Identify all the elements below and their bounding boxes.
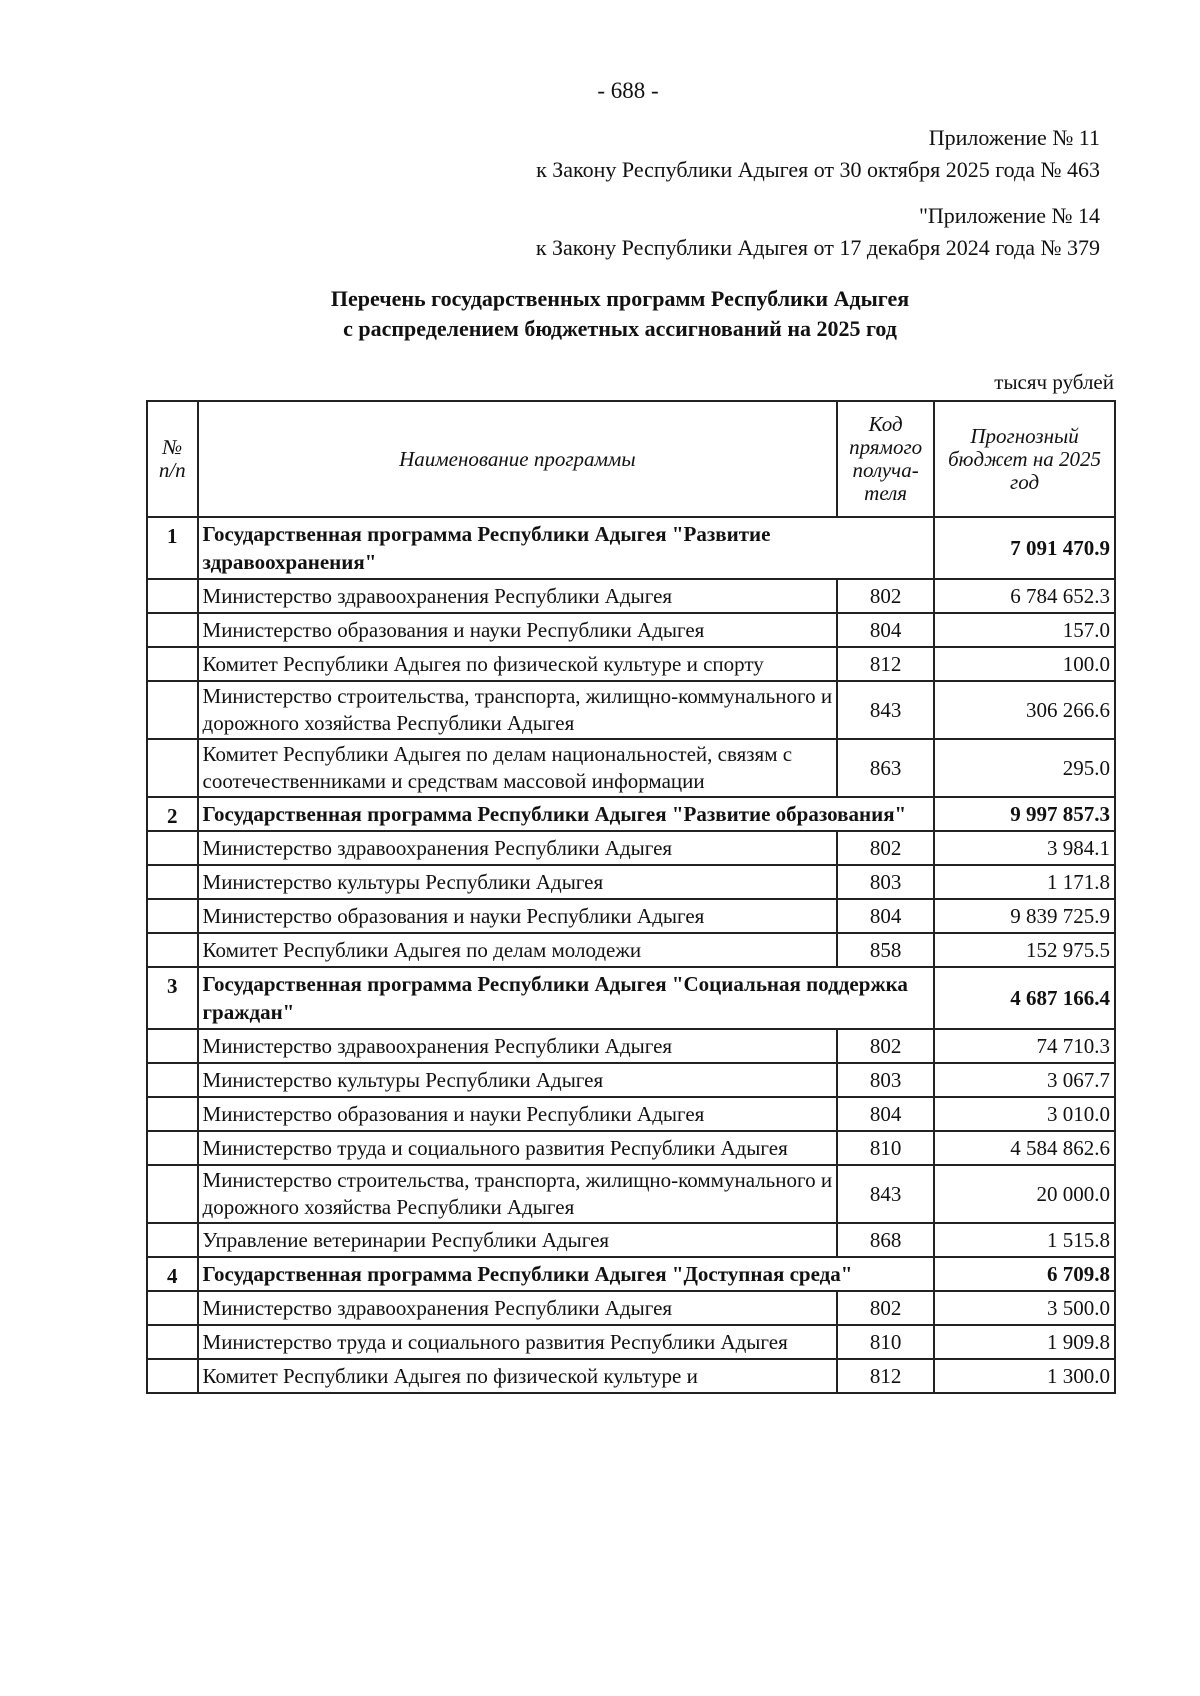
program-name: Государственная программа Республики Адыгея "Развитие здравоохранения" xyxy=(198,517,935,579)
appendix-original-number: "Приложение № 14 xyxy=(918,203,1100,228)
recipient-row xyxy=(147,1359,1115,1393)
recipient-row xyxy=(147,1097,1115,1131)
recipient-amount: 295.0 xyxy=(934,739,1115,797)
recipient-row xyxy=(147,613,1115,647)
recipient-row xyxy=(147,579,1115,613)
header-budget: Прогнозный бюджет на 2025 год xyxy=(934,401,1115,517)
recipient-number-cell xyxy=(147,681,198,739)
recipient-number-cell xyxy=(147,1359,198,1393)
recipient-row xyxy=(147,1291,1115,1325)
recipient-row xyxy=(147,1063,1115,1097)
recipient-name: Министерство здравоохранения Республики Адыгея xyxy=(198,831,838,865)
recipient-row xyxy=(147,1029,1115,1063)
recipient-amount: 306 266.6 xyxy=(934,681,1115,739)
program-name: Государственная программа Республики Адыгея "Развитие образования" xyxy=(198,797,935,831)
recipient-row xyxy=(147,933,1115,967)
recipient-number-cell xyxy=(147,933,198,967)
recipient-number-cell xyxy=(147,579,198,613)
recipient-code: 858 xyxy=(837,933,934,967)
recipient-number-cell xyxy=(147,1029,198,1063)
recipient-number-cell xyxy=(147,1223,198,1257)
recipient-amount: 1 300.0 xyxy=(934,1359,1115,1393)
recipient-code: 802 xyxy=(837,1029,934,1063)
recipient-name: Управление ветеринарии Республики Адыгея xyxy=(198,1223,838,1257)
table-body xyxy=(147,517,1115,1393)
recipient-amount: 3 010.0 xyxy=(934,1097,1115,1131)
recipient-code: 812 xyxy=(837,647,934,681)
recipient-code: 803 xyxy=(837,1063,934,1097)
recipient-number-cell xyxy=(147,1097,198,1131)
recipient-amount: 100.0 xyxy=(934,647,1115,681)
recipient-row xyxy=(147,831,1115,865)
recipient-name: Министерство образования и науки Республики Адыгея xyxy=(198,1097,838,1131)
recipient-row xyxy=(147,865,1115,899)
document-title-line-2: с распределением бюджетных ассигнований на 2025 год xyxy=(343,316,897,341)
program-row xyxy=(147,797,1115,831)
recipient-code: 804 xyxy=(837,899,934,933)
recipient-number-cell xyxy=(147,831,198,865)
recipient-amount: 1 909.8 xyxy=(934,1325,1115,1359)
recipient-amount: 152 975.5 xyxy=(934,933,1115,967)
recipient-number-cell xyxy=(147,739,198,797)
recipient-amount: 20 000.0 xyxy=(934,1165,1115,1223)
program-name: Государственная программа Республики Адыгея "Доступная среда" xyxy=(198,1257,935,1291)
recipient-code: 802 xyxy=(837,579,934,613)
appendix-current-number: Приложение № 11 xyxy=(928,125,1100,150)
recipient-name: Министерство труда и социального развития Республики Адыгея xyxy=(198,1131,838,1165)
header-name: Наименование программы xyxy=(198,401,838,517)
program-total: 9 997 857.3 xyxy=(934,797,1115,831)
recipient-amount: 3 984.1 xyxy=(934,831,1115,865)
recipient-code: 810 xyxy=(837,1325,934,1359)
recipient-name: Комитет Республики Адыгея по делам молодежи xyxy=(198,933,838,967)
header-num: № п/п xyxy=(147,401,198,517)
recipient-name: Министерство культуры Республики Адыгея xyxy=(198,865,838,899)
program-row xyxy=(147,967,1115,1029)
table-header-row xyxy=(147,401,1115,517)
recipient-code: 804 xyxy=(837,613,934,647)
recipient-name: Министерство здравоохранения Республики Адыгея xyxy=(198,1291,838,1325)
program-number: 1 xyxy=(147,517,198,579)
recipient-name: Министерство здравоохранения Республики Адыгея xyxy=(198,1029,838,1063)
recipient-amount: 157.0 xyxy=(934,613,1115,647)
recipient-amount: 74 710.3 xyxy=(934,1029,1115,1063)
program-total: 6 709.8 xyxy=(934,1257,1115,1291)
recipient-amount: 1 515.8 xyxy=(934,1223,1115,1257)
program-row xyxy=(147,517,1115,579)
recipient-number-cell xyxy=(147,647,198,681)
recipient-row xyxy=(147,1325,1115,1359)
recipient-name: Комитет Республики Адыгея по физической культуре и спорту xyxy=(198,647,838,681)
recipient-number-cell xyxy=(147,899,198,933)
recipient-number-cell xyxy=(147,865,198,899)
recipient-code: 802 xyxy=(837,831,934,865)
recipient-code: 843 xyxy=(837,681,934,739)
recipient-name: Министерство строительства, транспорта, жилищно-коммунального и дорожного хозяйства Республики Адыгея xyxy=(198,1165,838,1223)
recipient-row xyxy=(147,899,1115,933)
appendix-original xyxy=(536,200,1100,264)
document-title-line-1: Перечень государственных программ Республики Адыгея xyxy=(330,286,910,311)
program-row xyxy=(147,1257,1115,1291)
recipient-row xyxy=(147,1131,1115,1165)
recipient-amount: 3 500.0 xyxy=(934,1291,1115,1325)
recipient-amount: 6 784 652.3 xyxy=(934,579,1115,613)
recipient-name: Министерство строительства, транспорта, жилищно-коммунального и дорожного хозяйства Республики Адыгея xyxy=(198,681,838,739)
appendix-current-law: к Закону Республики Адыгея от 30 октября 2025 года № 463 xyxy=(536,157,1100,182)
program-total: 4 687 166.4 xyxy=(934,967,1115,1029)
recipient-number-cell xyxy=(147,613,198,647)
recipient-name: Министерство образования и науки Республики Адыгея xyxy=(198,899,838,933)
page-number: - 688 - xyxy=(597,78,659,103)
recipient-name: Министерство здравоохранения Республики Адыгея xyxy=(198,579,838,613)
program-number: 4 xyxy=(147,1257,198,1291)
document-title xyxy=(200,284,1040,344)
appendix-original-law: к Закону Республики Адыгея от 17 декабря 2024 года № 379 xyxy=(535,235,1100,260)
recipient-amount: 1 171.8 xyxy=(934,865,1115,899)
recipient-row xyxy=(147,681,1115,739)
units-label: тысяч рублей xyxy=(994,370,1114,394)
recipient-name: Министерство труда и социального развития Республики Адыгея xyxy=(198,1325,838,1359)
recipient-code: 802 xyxy=(837,1291,934,1325)
recipient-number-cell xyxy=(147,1063,198,1097)
recipient-row xyxy=(147,647,1115,681)
recipient-code: 803 xyxy=(837,865,934,899)
program-name: Государственная программа Республики Адыгея "Социальная поддержка граждан" xyxy=(198,967,935,1029)
recipient-code: 863 xyxy=(837,739,934,797)
program-number: 3 xyxy=(147,967,198,1029)
recipient-number-cell xyxy=(147,1291,198,1325)
header-code: Код прямого получа-теля xyxy=(837,401,934,517)
program-number: 2 xyxy=(147,797,198,831)
recipient-code: 804 xyxy=(837,1097,934,1131)
recipient-number-cell xyxy=(147,1131,198,1165)
recipient-amount: 9 839 725.9 xyxy=(934,899,1115,933)
recipient-name: Комитет Республики Адыгея по физической культуре и xyxy=(198,1359,838,1393)
recipient-amount: 3 067.7 xyxy=(934,1063,1115,1097)
recipient-code: 868 xyxy=(837,1223,934,1257)
recipient-code: 812 xyxy=(837,1359,934,1393)
recipient-number-cell xyxy=(147,1325,198,1359)
recipient-code: 843 xyxy=(837,1165,934,1223)
recipient-row xyxy=(147,1165,1115,1223)
recipient-row xyxy=(147,739,1115,797)
recipient-row xyxy=(147,1223,1115,1257)
appendix-current xyxy=(536,122,1100,186)
recipient-name: Министерство культуры Республики Адыгея xyxy=(198,1063,838,1097)
recipient-number-cell xyxy=(147,1165,198,1223)
recipient-amount: 4 584 862.6 xyxy=(934,1131,1115,1165)
recipient-name: Министерство образования и науки Республики Адыгея xyxy=(198,613,838,647)
program-total: 7 091 470.9 xyxy=(934,517,1115,579)
recipient-name: Комитет Республики Адыгея по делам национальностей, связям с соотечественниками и средствам массовой информации xyxy=(198,739,838,797)
budget-table xyxy=(146,400,1116,1394)
recipient-code: 810 xyxy=(837,1131,934,1165)
